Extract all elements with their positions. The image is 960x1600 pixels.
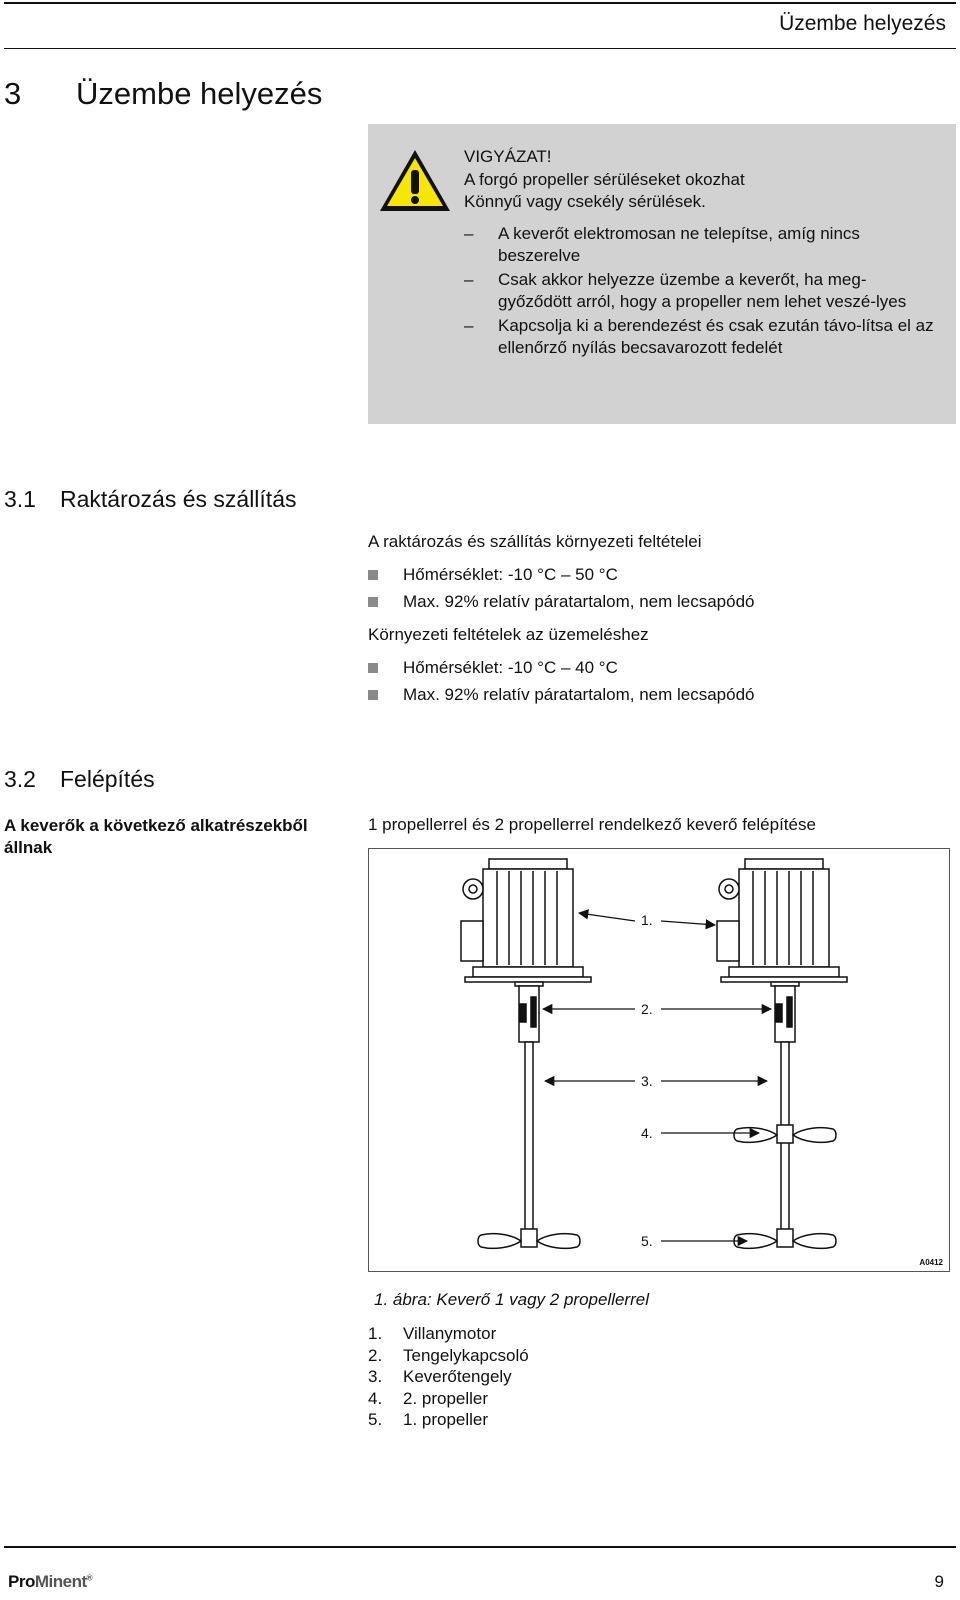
mixer-drawing: [369, 849, 951, 1273]
storage-list: [368, 561, 948, 615]
section-heading-structure: 3.2 Felépítés: [4, 766, 155, 792]
legend-item: 4. 2. propeller: [368, 1388, 489, 1408]
legend-item: 5. 1. propeller: [368, 1410, 489, 1429]
figure-caption: 1. ábra: Keverő 1 vagy 2 propellerrel: [374, 1290, 649, 1309]
dash-bullet: –: [464, 269, 474, 289]
warning-triangle-icon: [378, 148, 452, 214]
operation-list: [368, 654, 948, 708]
mixer-one-propeller: [461, 859, 591, 1248]
square-bullet-icon: [368, 597, 378, 607]
operation-heading: Környezeti feltételek az üzemeléshez: [368, 625, 649, 644]
list-item: Hőmérséklet: -10 °C – 50 °C: [368, 561, 948, 588]
chapter-title: Üzembe helyezés: [76, 76, 323, 111]
warning-measures: [464, 223, 934, 360]
figure-label-1: 1.: [641, 912, 653, 928]
warning-signal-word: VIGYÁZAT!: [464, 147, 552, 166]
header-rule: [4, 2, 956, 4]
warning-measure: – A keverőt elektromosan ne telepítse, amíg nincs beszerelve: [464, 223, 860, 265]
figure-label-5: 5.: [641, 1233, 653, 1249]
warning-hazard: A forgó propeller sérüléseket okozhat: [464, 169, 745, 189]
list-item: Hőmérséklet: -10 °C – 40 °C: [368, 654, 948, 681]
mixer-two-propellers: [717, 859, 847, 1248]
chapter-heading: [4, 76, 322, 112]
square-bullet-icon: [368, 663, 378, 673]
dash-bullet: –: [464, 315, 474, 335]
figure-title: 1 propellerrel és 2 propellerrel rendelkező keverő felépítése: [368, 815, 816, 834]
list-item: Max. 92% relatív páratartalom, nem lecsapódó: [368, 681, 948, 708]
header-divider: [4, 48, 956, 49]
square-bullet-icon: [368, 570, 378, 580]
legend-item: 2. Tengelykapcsoló: [368, 1345, 529, 1365]
warning-measure: – Csak akkor helyezze üzembe a keverőt, ha meg‐győződött arról, hogy a propeller nem lehet veszé‐lyes: [464, 269, 907, 311]
list-item: Max. 92% relatív páratartalom, nem lecsapódó: [368, 588, 948, 615]
figure-legend: [368, 1323, 529, 1431]
chapter-number: 3: [4, 76, 22, 111]
storage-conditions: [368, 532, 948, 708]
page-number: 9: [934, 1572, 944, 1591]
legend-item: 1. Villanymotor: [368, 1324, 497, 1343]
figure-code: A0412: [919, 1258, 943, 1267]
footer-rule: [4, 1546, 956, 1548]
brand-logo: ProMinent®: [8, 1572, 93, 1591]
warning-box: [368, 124, 956, 424]
warning-measure: – Kapcsolja ki a berendezést és csak ezután távo‐lítsa el az ellenőrző nyílás becsavarozott fedelét: [464, 315, 934, 357]
warning-consequence: Könnyű vagy csekély sérülések.: [464, 192, 706, 211]
section-heading-storage: 3.1 Raktározás és szállítás: [4, 486, 297, 512]
mixer-figure: [368, 848, 950, 1272]
storage-intro: A raktározás és szállítás környezeti feltételei: [368, 532, 702, 551]
legend-item: 3. Keverőtengely: [368, 1367, 512, 1386]
warning-text: [464, 146, 934, 361]
running-header: Üzembe helyezés: [779, 12, 946, 35]
square-bullet-icon: [368, 690, 378, 700]
figure-label-2: 2.: [641, 1001, 653, 1017]
dash-bullet: –: [464, 223, 474, 243]
components-side-heading: A keverők a következő alkatrészekből állnak: [4, 816, 308, 857]
figure-label-4: 4.: [641, 1125, 653, 1141]
callout-arrows: [543, 913, 771, 1241]
figure-label-3: 3.: [641, 1073, 653, 1089]
